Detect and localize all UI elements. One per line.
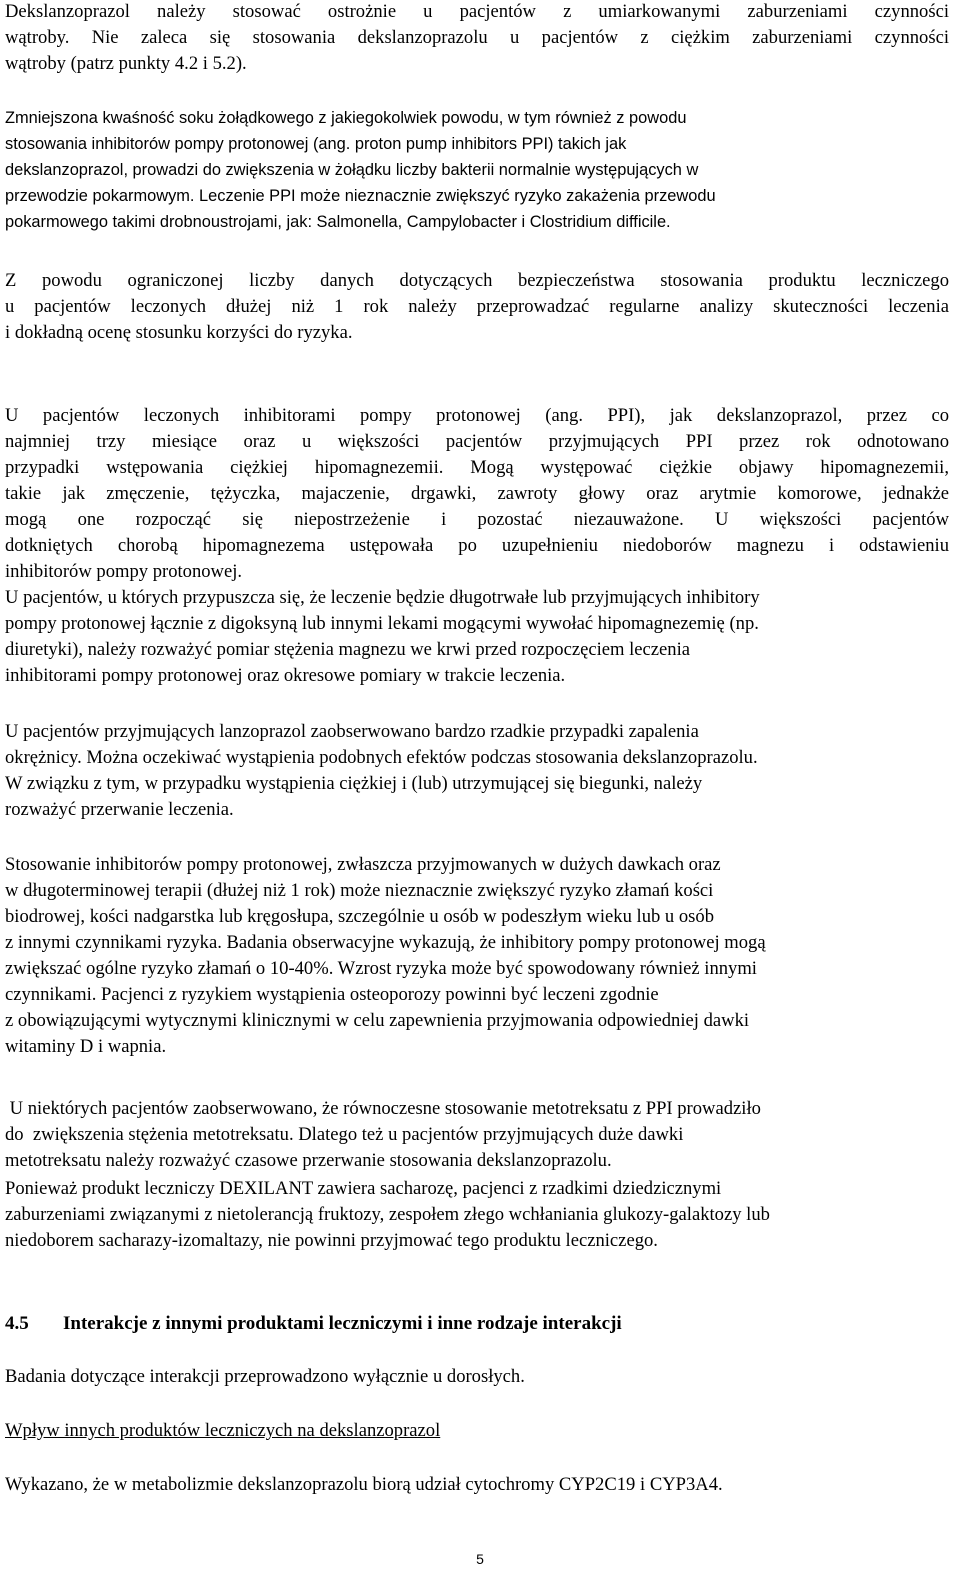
section-heading-4-5 (5, 1311, 949, 1337)
text-line: zwiększać ogólne ryzyko złamań o 10-40%. Wzrost ryzyka może być spowodowany również innymi (5, 958, 757, 979)
text-line: okrężnicy. Można oczekiwać wystąpienia podobnych efektów podczas stosowania dekslanzoprazolu. (5, 747, 758, 768)
text-line: najmniej trzy miesiące oraz u większości pacjentów przyjmujących PPI przez rok odnotowano (5, 431, 949, 452)
text-line: metotreksatu należy rozważyć czasowe przerwanie stosowania dekslanzoprazolu. (5, 1150, 612, 1171)
text-line: takie jak zmęczenie, tężyczka, majaczenie, drgawki, zawroty głowy oraz arytmie komorowe, jednakże (5, 483, 949, 504)
text-line: dekslanzoprazol, prowadzi do zwiększenia w żołądku liczby bakterii normalnie występujących w (5, 161, 699, 179)
paragraph-gastric-acidity (5, 105, 949, 235)
text-line: stosowania inhibitorów pompy protonowej (ang. proton pump inhibitors PPI) takich jak (5, 135, 627, 153)
text-line: pompy protonowej łącznie z digoksyną lub innymi lekami mogącymi wywołać hipomagnezemię (np. (5, 613, 759, 634)
paragraph-long-term-treatment (5, 585, 949, 689)
paragraph-hepatic-impairment (5, 0, 949, 77)
text-line: inhibitorów pompy protonowej. (5, 561, 243, 582)
text-line: U pacjentów, u których przypuszcza się, że leczenie będzie długotrwałe lub przyjmujących inhibitory (5, 587, 760, 608)
paragraph-interaction-studies (5, 1364, 949, 1390)
section-title: Interakcje z innymi produktami leczniczymi i inne rodzaje interakcji (63, 1313, 622, 1334)
page-number: 5 (476, 1551, 484, 1567)
text-line: U pacjentów leczonych inhibitorami pompy protonowej (ang. PPI), jak dekslanzoprazol, przez co (5, 405, 949, 426)
text-line: diuretyki), należy rozważyć pomiar stężenia magnezu we krwi przed rozpoczęciem leczenia (5, 639, 691, 660)
text-line: W związku z tym, w przypadku wystąpienia ciężkiej i (lub) utrzymującej się biegunki, należy (5, 773, 703, 794)
subheading-text: Wpływ innych produktów leczniczych na dekslanzoprazol (5, 1420, 441, 1441)
text-line: U niektórych pacjentów zaobserwowano, że równoczesne stosowanie metotreksatu z PPI prowadziło (5, 1098, 761, 1119)
text-line: rozważyć przerwanie leczenia. (5, 799, 234, 820)
text-line: z obowiązującymi wytycznymi klinicznymi w celu zapewnienia przyjmowania odpowiedniej dawki (5, 1010, 750, 1031)
section-number: 4.5 (5, 1313, 29, 1334)
subheading-other-products (5, 1418, 949, 1444)
text-line: przewodzie pokarmowym. Leczenie PPI może nieznacznie zwiększyć ryzyko zakażenia przewodu (5, 187, 716, 205)
paragraph-safety-data (5, 268, 949, 346)
text-line: zaburzeniami związanymi z nietolerancją fruktozy, zespołem złego wchłaniania glukozy-galaktozy lub (5, 1204, 770, 1225)
text-line: U pacjentów przyjmujących lanzoprazol zaobserwowano bardzo rzadkie przypadki zapalenia (5, 721, 699, 742)
text-line: w długoterminowej terapii (dłużej niż 1 rok) może nieznacznie zwiększyć ryzyko złamań kości (5, 880, 714, 901)
paragraph-sucrose (5, 1176, 949, 1254)
text-line: witaminy D i wapnia. (5, 1036, 167, 1057)
paragraph-cytochromes (5, 1472, 949, 1498)
text-line: przypadki wstępowania ciężkiej hipomagnezemii. Mogą występować ciężkie objawy hipomagnezemii, (5, 457, 949, 478)
text-line: i dokładną ocenę stosunku korzyści do ryzyka. (5, 322, 353, 343)
text-line: u pacjentów leczonych dłużej niż 1 rok należy przeprowadzać regularne analizy skuteczności leczenia (5, 296, 949, 317)
text-line: wątroby (patrz punkty 4.2 i 5.2). (5, 53, 247, 74)
text-line: Badania dotyczące interakcji przeprowadzono wyłącznie u dorosłych. (5, 1366, 525, 1387)
paragraph-colitis (5, 719, 949, 823)
text-line: dotkniętych chorobą hipomagnezema ustępowała po uzupełnieniu niedoborów magnezu i odstawieniu (5, 535, 949, 556)
text-line: Stosowanie inhibitorów pompy protonowej, zwłaszcza przyjmowanych w dużych dawkach oraz (5, 854, 721, 875)
paragraph-methotrexate (5, 1096, 949, 1174)
text-line: Wykazano, że w metabolizmie dekslanzoprazolu biorą udział cytochromy CYP2C19 i CYP3A4. (5, 1474, 723, 1495)
text-line: Ponieważ produkt leczniczy DEXILANT zawiera sacharozę, pacjenci z rzadkimi dziedzicznymi (5, 1178, 722, 1199)
paragraph-hypomagnesemia (5, 403, 949, 585)
text-line: Zmniejszona kwaśność soku żołądkowego z jakiegokolwiek powodu, w tym również z powodu (5, 109, 687, 127)
text-line: mogą one rozpocząć się niepostrzeżenie i pozostać niezauważone. U większości pacjentów (5, 509, 949, 530)
text-line: pokarmowego takimi drobnoustrojami, jak: Salmonella, Campylobacter i Clostridium difficile. (5, 213, 671, 231)
text-line: wątroby. Nie zaleca się stosowania dekslanzoprazolu u pacjentów z ciężkim zaburzeniami czynności (5, 27, 949, 48)
text-line: niedoborem sacharazy-izomaltazy, nie powinni przyjmować tego produktu leczniczego. (5, 1230, 658, 1251)
text-line: do zwiększenia stężenia metotreksatu. Dlatego też u pacjentów przyjmujących duże dawki (5, 1124, 684, 1145)
text-line: z innymi czynnikami ryzyka. Badania obserwacyjne wykazują, że inhibitory pompy protonowej mogą (5, 932, 766, 953)
text-line: Z powodu ograniczonej liczby danych dotyczących bezpieczeństwa stosowania produktu leczniczego (5, 270, 949, 291)
text-line: czynnikami. Pacjenci z ryzykiem wystąpienia osteoporozy powinni być leczeni zgodnie (5, 984, 659, 1005)
paragraph-bone-fractures (5, 852, 949, 1060)
text-line: Dekslanzoprazol należy stosować ostrożnie u pacjentów z umiarkowanymi zaburzeniami czynności (5, 1, 949, 22)
text-line: biodrowej, kości nadgarstka lub kręgosłupa, szczególnie u osób w podeszłym wieku lub u osób (5, 906, 715, 927)
text-line: inhibitorami pompy protonowej oraz okresowe pomiary w trakcie leczenia. (5, 665, 566, 686)
